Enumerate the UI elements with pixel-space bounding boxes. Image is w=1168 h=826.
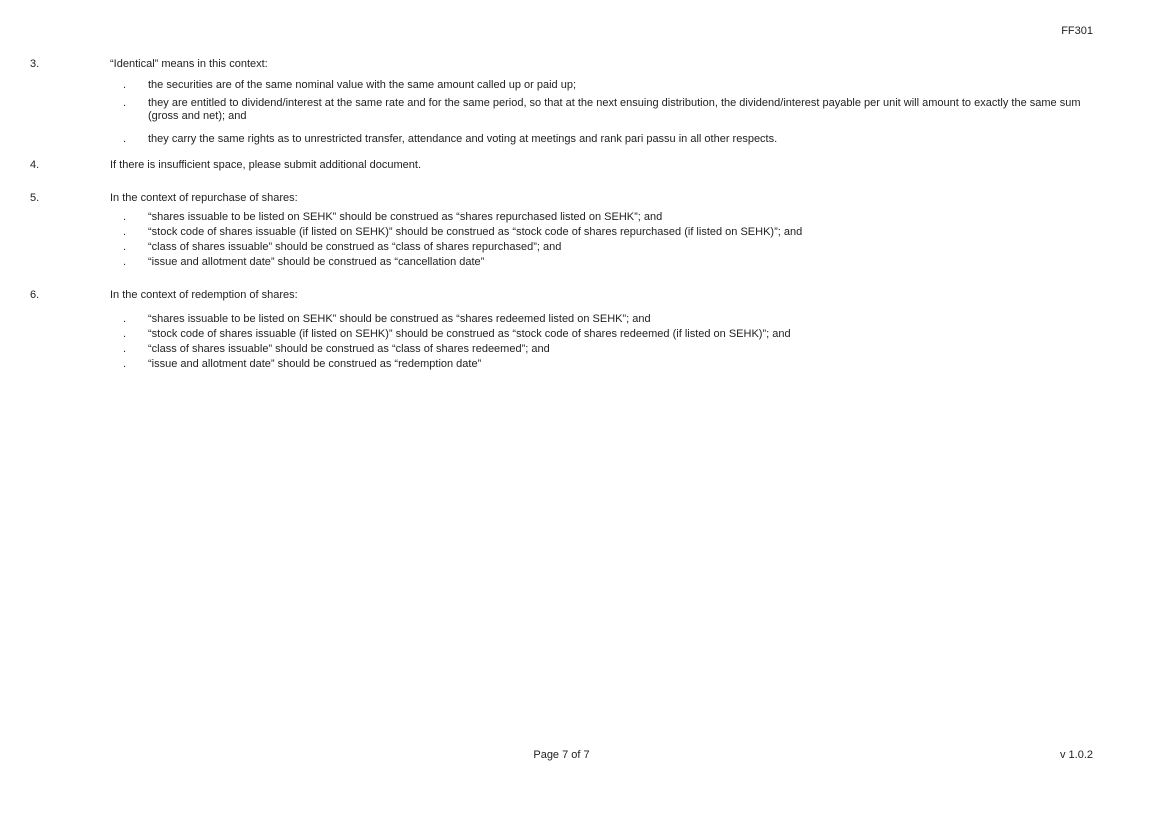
bullet-dot-icon: .	[123, 313, 127, 325]
note-text: In the context of redemption of shares:	[110, 289, 298, 301]
bullet-item	[110, 133, 1096, 146]
bullet-item	[110, 225, 1096, 240]
bullet-item	[110, 79, 1096, 92]
note-number: 4.	[30, 159, 40, 171]
bullet-text: “stock code of shares issuable (if listed on SEHK)” should be construed as “stock code of shares redeemed (if listed on SEHK)”; and	[148, 328, 791, 340]
bullet-text: “class of shares issuable” should be construed as “class of shares redeemed”; and	[148, 343, 550, 355]
bullet-dot-icon: .	[123, 328, 127, 340]
bullet-item	[110, 342, 1096, 357]
bullet-item	[110, 97, 1096, 123]
version-label: v 1.0.2	[1059, 749, 1093, 761]
note-text: If there is insufficient space, please submit additional document.	[110, 159, 422, 171]
bullet-text: they are entitled to dividend/interest at the same rate and for the same period, so that at the next ensuing distribution, the dividend/interest payable per unit will amount to exactly the same sum (gross and net); and	[148, 97, 1081, 122]
bullet-dot-icon: .	[123, 241, 127, 253]
bullet-text: “shares issuable to be listed on SEHK” should be construed as “shares redeemed listed on SEHK”; and	[148, 313, 651, 325]
bullet-dot-icon: .	[123, 226, 127, 238]
bullet-dot-icon: .	[123, 358, 127, 370]
bullet-item	[110, 255, 1096, 270]
bullet-dot-icon: .	[123, 211, 127, 223]
bullet-text: the securities are of the same nominal value with the same amount called up or paid up;	[148, 79, 577, 91]
bullet-item	[110, 210, 1096, 225]
bullet-text: “issue and allotment date” should be construed as “redemption date”	[148, 358, 482, 370]
note-number: 5.	[30, 192, 40, 204]
note-number: 3.	[30, 58, 40, 70]
note-item-5	[30, 191, 1096, 270]
note-item-6	[30, 288, 1096, 372]
bullet-text: “class of shares issuable” should be construed as “class of shares repurchased”; and	[148, 241, 562, 253]
bullet-item	[110, 240, 1096, 255]
bullet-dot-icon: .	[123, 97, 127, 109]
form-code: FF301	[1061, 25, 1093, 37]
bullet-text: they carry the same rights as to unrestricted transfer, attendance and voting at meetings and rank pari passu in all other respects.	[148, 133, 778, 145]
bullet-text: “issue and allotment date” should be construed as “cancellation date”	[148, 256, 485, 268]
document-body	[30, 57, 1096, 372]
bullet-item	[110, 327, 1096, 342]
note-item-3	[30, 57, 1096, 146]
bullet-dot-icon: .	[123, 133, 127, 145]
bullet-text: “shares issuable to be listed on SEHK” should be construed as “shares repurchased listed on SEHK”; and	[148, 211, 663, 223]
bullet-dot-icon: .	[123, 256, 127, 268]
bullet-item	[110, 312, 1096, 327]
note-text: “Identical” means in this context:	[110, 58, 268, 70]
bullet-dot-icon: .	[123, 343, 127, 355]
bullet-dot-icon: .	[123, 79, 127, 91]
page-footer	[30, 748, 1093, 762]
note-text: In the context of repurchase of shares:	[110, 192, 298, 204]
note-item-4	[30, 158, 1096, 172]
note-number: 6.	[30, 289, 40, 301]
bullet-item	[110, 357, 1096, 372]
bullet-text: “stock code of shares issuable (if listed on SEHK)” should be construed as “stock code of shares repurchased (if listed on SEHK)”; and	[148, 226, 803, 238]
page-indicator: Page 7 of 7	[533, 749, 590, 761]
